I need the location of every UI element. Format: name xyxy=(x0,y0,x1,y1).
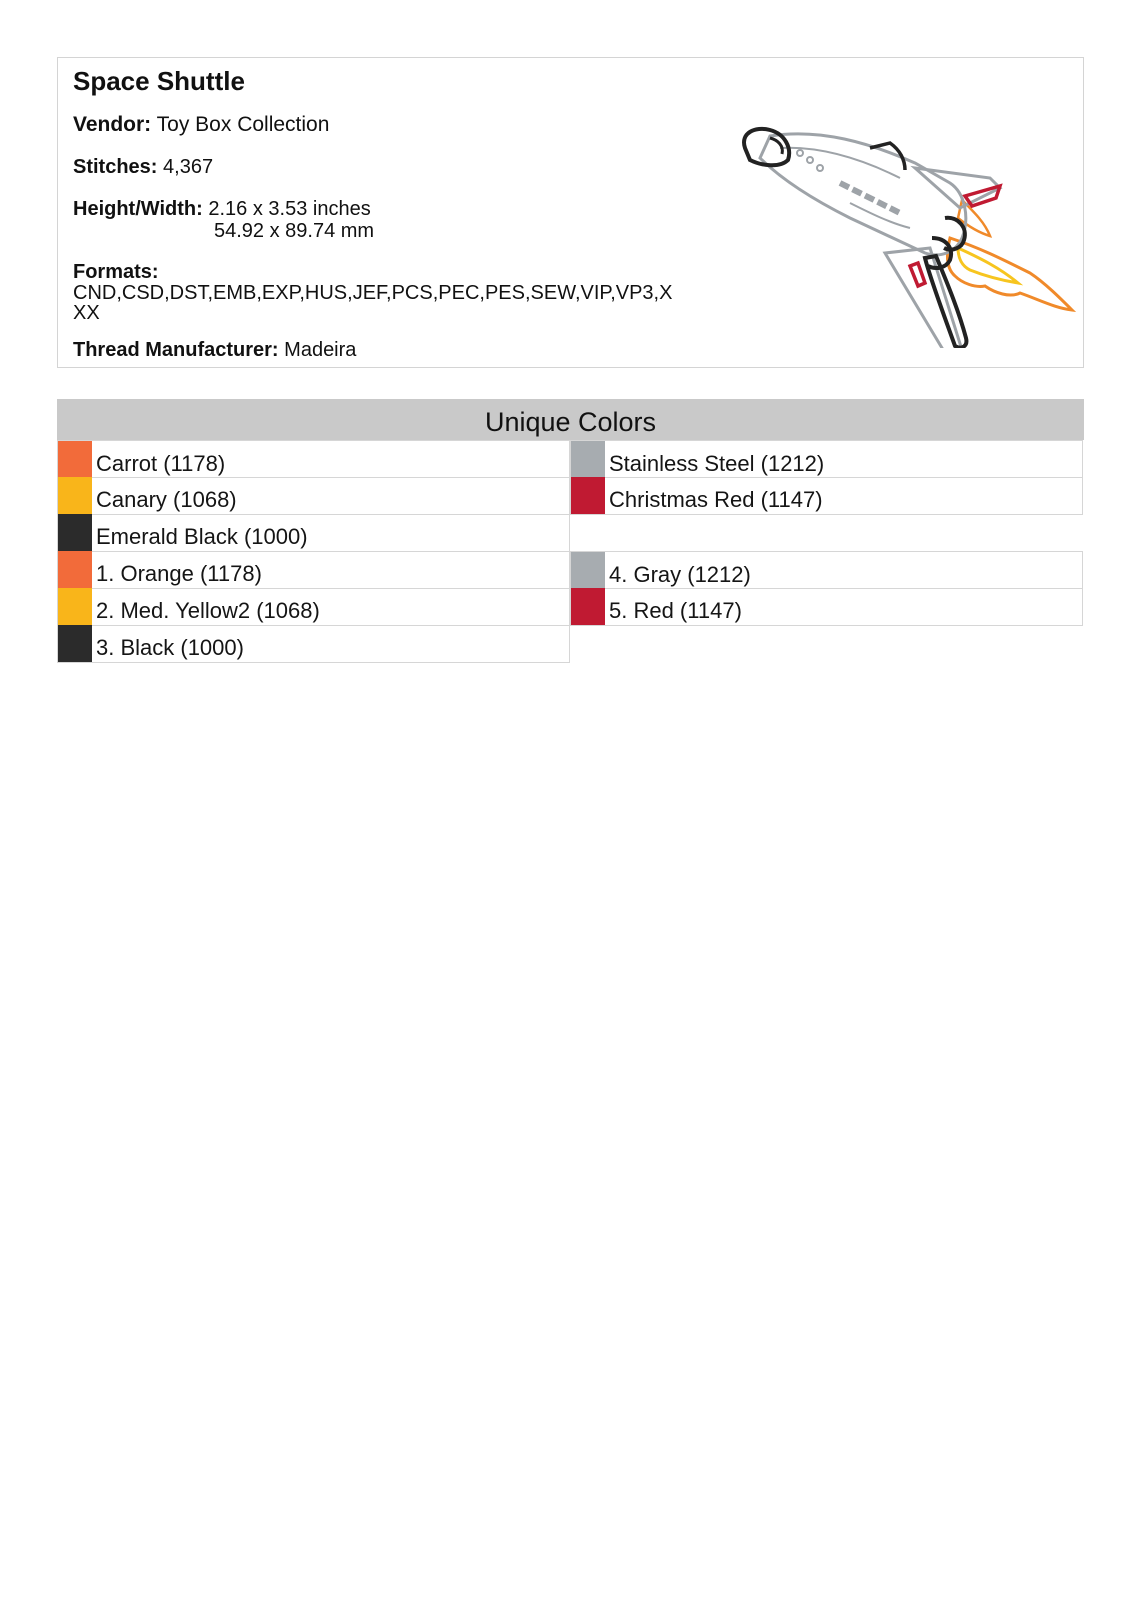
color-swatch xyxy=(58,514,92,551)
space-shuttle-preview-image xyxy=(700,88,1080,348)
color-label: Carrot (1178) xyxy=(96,451,226,476)
color-swatch xyxy=(58,625,92,662)
stitches-field xyxy=(73,156,213,178)
color-row xyxy=(57,440,570,478)
vendor-label: Vendor: xyxy=(73,113,152,136)
unique-colors-table xyxy=(57,399,1084,675)
vendor-value: Toy Box Collection xyxy=(156,113,330,136)
color-row xyxy=(57,514,570,552)
size-mm: 54.92 x 89.74 mm xyxy=(214,220,375,242)
unique-colors-header: Unique Colors xyxy=(57,399,1084,440)
color-label: 3. Black (1000) xyxy=(96,635,244,660)
stitches-value: 4,367 xyxy=(163,156,214,178)
color-swatch xyxy=(58,441,92,478)
size-inches: 2.16 x 3.53 inches xyxy=(208,198,371,220)
color-row xyxy=(570,477,1083,515)
color-swatch xyxy=(571,441,605,478)
design-info-panel xyxy=(57,57,1084,368)
color-row xyxy=(570,588,1083,626)
height-width-field xyxy=(73,198,371,220)
thread-manufacturer-label: Thread Manufacturer: xyxy=(73,339,279,361)
thread-manufacturer-value: Madeira xyxy=(284,339,357,361)
color-swatch xyxy=(571,477,605,514)
height-width-label: Height/Width: xyxy=(73,198,203,220)
color-row xyxy=(570,440,1083,478)
design-title: Space Shuttle xyxy=(73,66,245,96)
color-row xyxy=(57,625,570,663)
color-label: 5. Red (1147) xyxy=(609,598,742,623)
color-swatch xyxy=(571,552,605,589)
color-swatch xyxy=(58,588,92,625)
vendor-field xyxy=(73,114,329,136)
color-swatch xyxy=(571,588,605,625)
thread-manufacturer-field xyxy=(73,339,356,361)
color-label: 2. Med. Yellow2 (1068) xyxy=(96,598,320,623)
colors-grid xyxy=(57,440,1084,675)
color-label: 4. Gray (1212) xyxy=(609,562,751,587)
formats-value: CND,CSD,DST,EMB,EXP,HUS,JEF,PCS,PEC,PES,SEW,VIP,VP3,XXX xyxy=(73,282,673,324)
color-swatch xyxy=(58,477,92,514)
formats-label: Formats: xyxy=(73,261,159,283)
color-label: Canary (1068) xyxy=(96,487,237,512)
color-label: Stainless Steel (1212) xyxy=(609,451,825,476)
color-row xyxy=(57,588,570,626)
color-row xyxy=(570,551,1083,589)
color-label: Emerald Black (1000) xyxy=(96,524,308,549)
color-swatch xyxy=(58,551,92,588)
color-label: 1. Orange (1178) xyxy=(96,561,262,586)
color-row xyxy=(57,551,570,589)
color-row xyxy=(57,477,570,515)
stitches-label: Stitches: xyxy=(73,156,158,178)
color-label: Christmas Red (1147) xyxy=(609,487,823,512)
